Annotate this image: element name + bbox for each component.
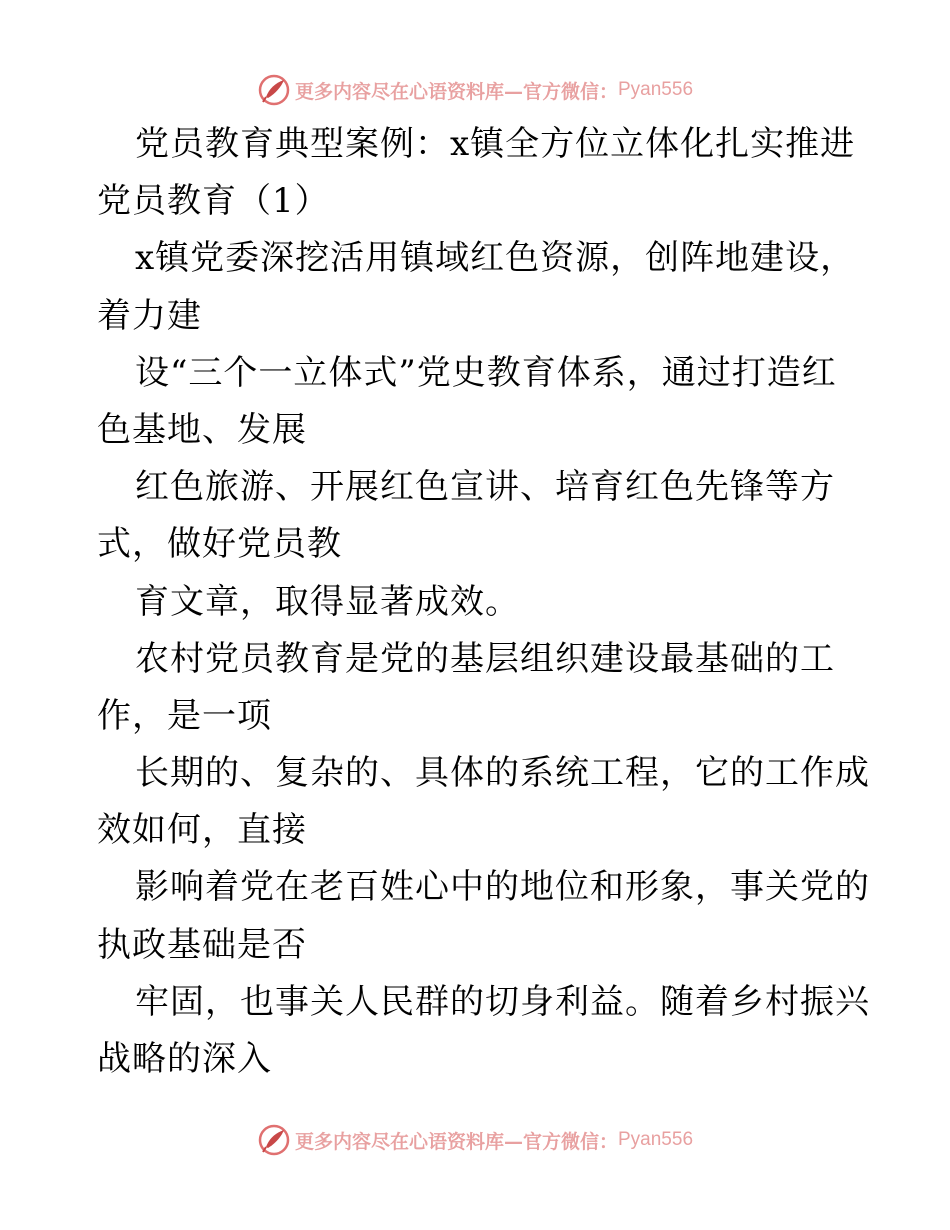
text-line: 影响着党在老百姓心中的地位和形象，事关党的	[135, 867, 870, 908]
text-line: 战略的深入	[97, 1039, 272, 1079]
text-line: 式，做好党员教	[97, 524, 342, 565]
footer-banner-wechat: Pyan556	[618, 1129, 694, 1150]
text-line: 长期的、复杂的、具体的系统工程，它的工作成	[135, 753, 870, 794]
text-line: 农村党员教育是党的基层组织建设最基础的工	[135, 638, 835, 679]
feather-pen-seal-icon	[257, 73, 291, 107]
text-line: 着力建	[97, 295, 202, 336]
text-line: 执政基础是否	[97, 924, 307, 965]
text-line: 设“三个一立体式”党史教育体系，通过打造红	[135, 352, 837, 393]
text-line: 作，是一项	[97, 695, 272, 736]
text-line: 党员教育（1）	[97, 181, 330, 222]
header-banner[interactable]	[0, 70, 950, 110]
text-line: x镇党委深挖活用镇域红色资源，创阵地建设，	[135, 238, 856, 279]
text-line: 党员教育典型案例：x镇全方位立体化扎实推进	[135, 124, 856, 164]
text-line: 效如何，直接	[97, 810, 307, 851]
header-banner-text: 更多内容尽在心语资料库—官方微信：	[294, 80, 618, 103]
text-line: 育文章，取得显著成效。	[135, 581, 520, 622]
document-body	[97, 116, 870, 1088]
text-line: 牢固，也事关人民群的切身利益。随着乡村振兴	[135, 981, 870, 1022]
text-line: 红色旅游、开展红色宣讲、培育红色先锋等方	[135, 467, 835, 508]
feather-pen-seal-icon	[257, 1123, 291, 1157]
header-banner-wechat: Pyan556	[618, 79, 694, 100]
footer-banner[interactable]	[0, 1120, 950, 1160]
text-line: 色基地、发展	[97, 409, 307, 450]
footer-banner-text: 更多内容尽在心语资料库—官方微信：	[294, 1130, 618, 1153]
